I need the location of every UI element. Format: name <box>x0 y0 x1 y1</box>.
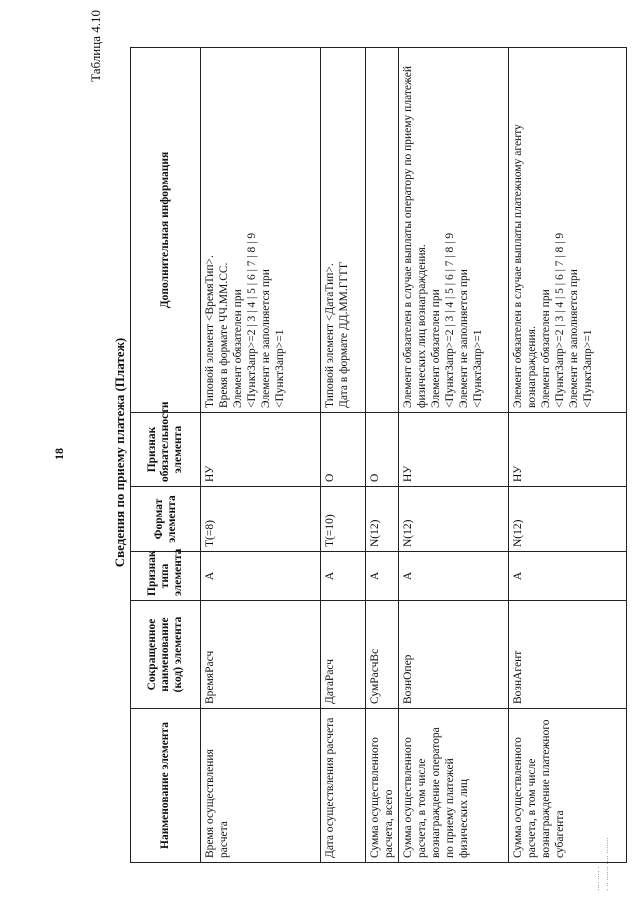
cell-mandatory: НУ <box>399 413 509 487</box>
table-row <box>509 48 627 863</box>
info-line: Элемент обязателен при <box>430 289 442 408</box>
cell-element-name: Сумма осуществленного расчета, в том числе вознаграждение платежного субагента <box>509 709 627 863</box>
info-line: Элемент обязателен при <box>540 289 552 408</box>
info-line: Типовой элемент <ВремяТип>. <box>204 255 216 408</box>
info-line: Элемент не заполняется при <box>260 269 272 408</box>
page-number: 18 <box>52 448 66 460</box>
header-info: Дополнительная информация <box>131 48 201 413</box>
cell-element-name: Время осуществления расчета <box>201 709 321 863</box>
cell-element-code: ДатаРасч <box>321 601 366 709</box>
cell-additional-info <box>201 48 321 413</box>
info-line: Типовой элемент <ДатаТип>. <box>324 263 336 408</box>
cell-element-format: N(12) <box>509 487 627 552</box>
info-line: <ПунктЗапр>=1 <box>274 329 286 408</box>
cell-mandatory: НУ <box>201 413 321 487</box>
archive-stamp: ···· ···· · · ·· ······ ···· ······· <box>595 837 612 891</box>
cell-element-code: ВознОпер <box>399 601 509 709</box>
cell-element-format: T(=8) <box>201 487 321 552</box>
info-line: <ПунктЗапр>=2 | 3 | 4 | 5 | 6 | 7 | 8 | 9 <box>554 232 566 408</box>
cell-additional-info <box>509 48 627 413</box>
header-mandatory: Признак обязательности элемента <box>131 413 201 487</box>
cell-additional-info <box>321 48 366 413</box>
cell-element-format: T(=10) <box>321 487 366 552</box>
info-line: <ПунктЗапр>=2 | 3 | 4 | 5 | 6 | 7 | 8 | 9 <box>246 232 258 408</box>
table-caption: Сведения по приему платежа (Платеж) <box>112 337 127 568</box>
cell-element-type: А <box>201 552 321 601</box>
cell-mandatory: НУ <box>509 413 627 487</box>
cell-element-format: N(12) <box>366 487 399 552</box>
info-line: Элемент обязателен в случае выплаты платежному агенту вознаграждения. <box>512 124 538 408</box>
info-line: Дата в формате ДД.ММ.ГГГГ <box>338 261 350 408</box>
cell-element-type: А <box>366 552 399 601</box>
info-line: Элемент обязателен при <box>232 289 244 408</box>
info-line: Элемент не заполняется при <box>568 269 580 408</box>
cell-element-code: СумРасчВс <box>366 601 399 709</box>
cell-element-name: Сумма осуществленного расчета, в том числе вознаграждение оператора по приему платежей физических лиц <box>399 709 509 863</box>
cell-element-format: N(12) <box>399 487 509 552</box>
info-line: Элемент обязателен в случае выплаты оператору по приему платежей физических лиц вознаграждения. <box>402 65 428 408</box>
cell-element-type: А <box>321 552 366 601</box>
cell-additional-info <box>399 48 509 413</box>
info-line: <ПунктЗапр>=1 <box>582 329 594 408</box>
cell-element-name: Дата осуществления расчета <box>321 709 366 863</box>
header-name: Наименование элемента <box>131 709 201 863</box>
info-line: Элемент не заполняется при <box>458 269 470 408</box>
payment-elements-table <box>130 47 627 863</box>
table-number: Таблица 4.10 <box>88 10 103 82</box>
header-code: Сокращенное наименование (код) элемента <box>131 601 201 709</box>
info-line: <ПунктЗапр>=1 <box>472 329 484 408</box>
cell-mandatory: О <box>321 413 366 487</box>
cell-element-type: А <box>509 552 627 601</box>
table-row <box>399 48 509 863</box>
cell-mandatory: О <box>366 413 399 487</box>
header-format: Формат элемента <box>131 487 201 552</box>
table-row <box>201 48 321 863</box>
cell-element-type: А <box>399 552 509 601</box>
cell-element-code: ВознАгент <box>509 601 627 709</box>
cell-element-code: ВремяРасч <box>201 601 321 709</box>
cell-additional-info <box>366 48 399 413</box>
table-row <box>321 48 366 863</box>
table-row <box>366 48 399 863</box>
info-line: Время в формате ЧЧ.ММ.СС. <box>218 262 230 408</box>
header-type: Признак типа элемента <box>131 552 201 601</box>
cell-element-name: Сумма осуществленного расчета, всего <box>366 709 399 863</box>
info-line: <ПунктЗапр>=2 | 3 | 4 | 5 | 6 | 7 | 8 | 9 <box>444 232 456 408</box>
